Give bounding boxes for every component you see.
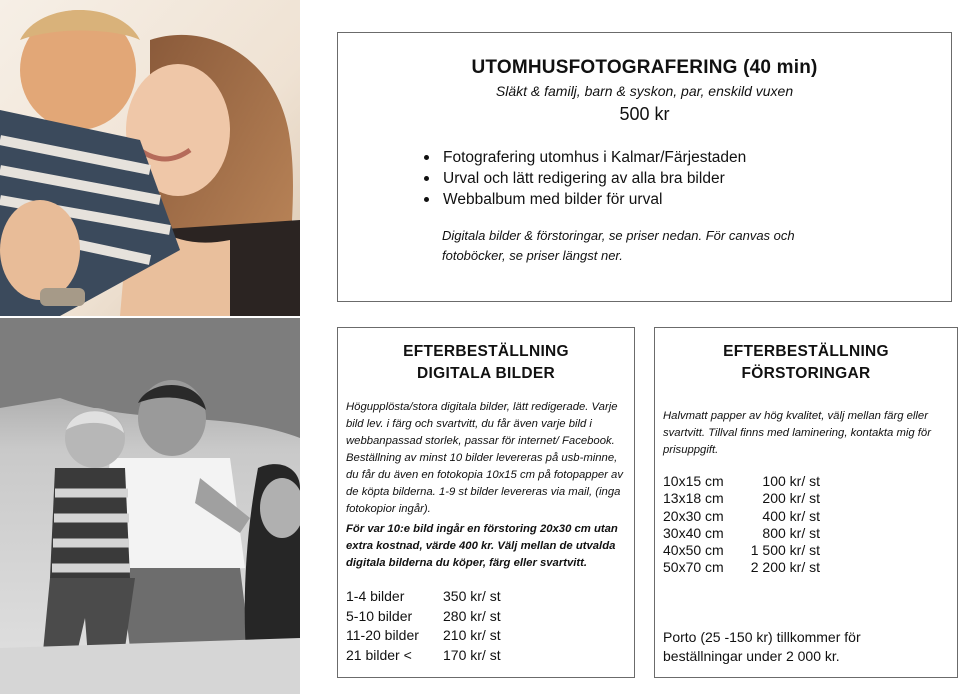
table-row bbox=[346, 646, 501, 666]
enlargement-price-table bbox=[663, 473, 820, 577]
print-size: 10x15 cm bbox=[663, 473, 724, 489]
table-row bbox=[663, 559, 820, 576]
table-row bbox=[346, 587, 501, 607]
digital-title-line-1: EFTERBESTÄLLNING bbox=[403, 343, 569, 360]
digital-title-line-2: DIGITALA BILDER bbox=[417, 365, 555, 382]
print-price: 800 kr/ st bbox=[762, 524, 820, 541]
table-row bbox=[663, 542, 820, 559]
outdoor-photography-price: 500 kr bbox=[619, 104, 670, 124]
print-price: 1 500 kr/ st bbox=[750, 542, 820, 559]
included-items-list bbox=[424, 147, 746, 210]
table-row bbox=[346, 607, 501, 627]
print-size: 20x30 cm bbox=[663, 507, 724, 524]
enlargements-description: Halvmatt papper av hög kvalitet, välj mellan färg eller svartvitt. Tillval finns med laminering, kontakta mig för prisuppgift. bbox=[663, 410, 931, 456]
included-item: Webbalbum med bilder för urval bbox=[424, 189, 746, 210]
included-item: Fotografering utomhus i Kalmar/Färjestaden bbox=[424, 147, 746, 168]
digital-price-table bbox=[346, 587, 501, 665]
print-size: 30x40 cm bbox=[663, 524, 724, 541]
outdoor-photography-box bbox=[337, 32, 952, 302]
photo-mother-and-child-image bbox=[0, 0, 300, 316]
outdoor-photography-title: UTOMHUSFOTOGRAFERING (40 min) bbox=[471, 57, 818, 78]
digital-images-box bbox=[337, 327, 635, 678]
price-quantity: 1-4 bilder bbox=[346, 588, 405, 604]
digital-images-title bbox=[338, 341, 634, 385]
included-item: Urval och lätt redigering av alla bra bilder bbox=[424, 168, 746, 189]
enlargements-box bbox=[654, 327, 958, 678]
table-row bbox=[663, 525, 820, 542]
print-size: 40x50 cm bbox=[663, 542, 724, 559]
photo-mother-and-child bbox=[0, 0, 300, 316]
table-row bbox=[663, 473, 820, 490]
print-title-line-2: FÖRSTORINGAR bbox=[741, 365, 871, 382]
table-row bbox=[663, 508, 820, 525]
price-value: 280 kr/ st bbox=[443, 607, 501, 624]
print-price: 400 kr/ st bbox=[762, 507, 820, 524]
photo-family-on-beach bbox=[0, 318, 300, 694]
outdoor-photography-subtitle: Släkt & familj, barn & syskon, par, enskild vuxen bbox=[495, 83, 794, 99]
digital-images-description: Högupplösta/stora digitala bilder, lätt redigerade. Varje bild lev. i färg och svartvitt, du får även varje bild i webbanpassad storlek, passar för internet/ Facebook. Beställning av minst 10 bilder levereras på usb-minne, du får du även en fotokopia 10x15 cm på fotopapper av de köpta bilderna. 1-9 st bilder levereras via mail, (inga fotokopior ingår). bbox=[346, 401, 623, 515]
table-row bbox=[663, 490, 820, 507]
price-quantity: 11-20 bilder bbox=[346, 627, 419, 643]
print-title-line-1: EFTERBESTÄLLNING bbox=[723, 343, 889, 360]
print-size: 50x70 cm bbox=[663, 559, 724, 576]
table-row bbox=[346, 626, 501, 646]
outdoor-photography-note bbox=[442, 226, 842, 266]
note-line-1: Digitala bilder & förstoringar, se priser nedan. För canvas och bbox=[442, 228, 795, 243]
price-value: 170 kr/ st bbox=[443, 646, 501, 663]
photo-family-on-beach-image bbox=[0, 318, 300, 694]
digital-images-offer: För var 10:e bild ingår en förstoring 20x30 cm utan extra kostnad, värde 400 kr. Välj mellan de utvalda digitala bilderna du köper, färg eller svartvitt. bbox=[346, 523, 618, 569]
note-line-2: fotoböcker, se priser längst ner. bbox=[442, 248, 623, 263]
print-price: 200 kr/ st bbox=[762, 490, 820, 507]
price-value: 350 kr/ st bbox=[443, 588, 501, 604]
print-price: 100 kr/ st bbox=[762, 473, 820, 489]
price-quantity: 5-10 bilder bbox=[346, 607, 413, 624]
shipping-note: Porto (25 -150 kr) tillkommer för beställningar under 2 000 kr. bbox=[663, 629, 861, 664]
enlargements-title bbox=[655, 341, 957, 385]
price-quantity: 21 bilder < bbox=[346, 646, 412, 663]
print-size: 13x18 cm bbox=[663, 490, 724, 507]
print-price: 2 200 kr/ st bbox=[750, 559, 820, 576]
price-value: 210 kr/ st bbox=[443, 627, 501, 643]
